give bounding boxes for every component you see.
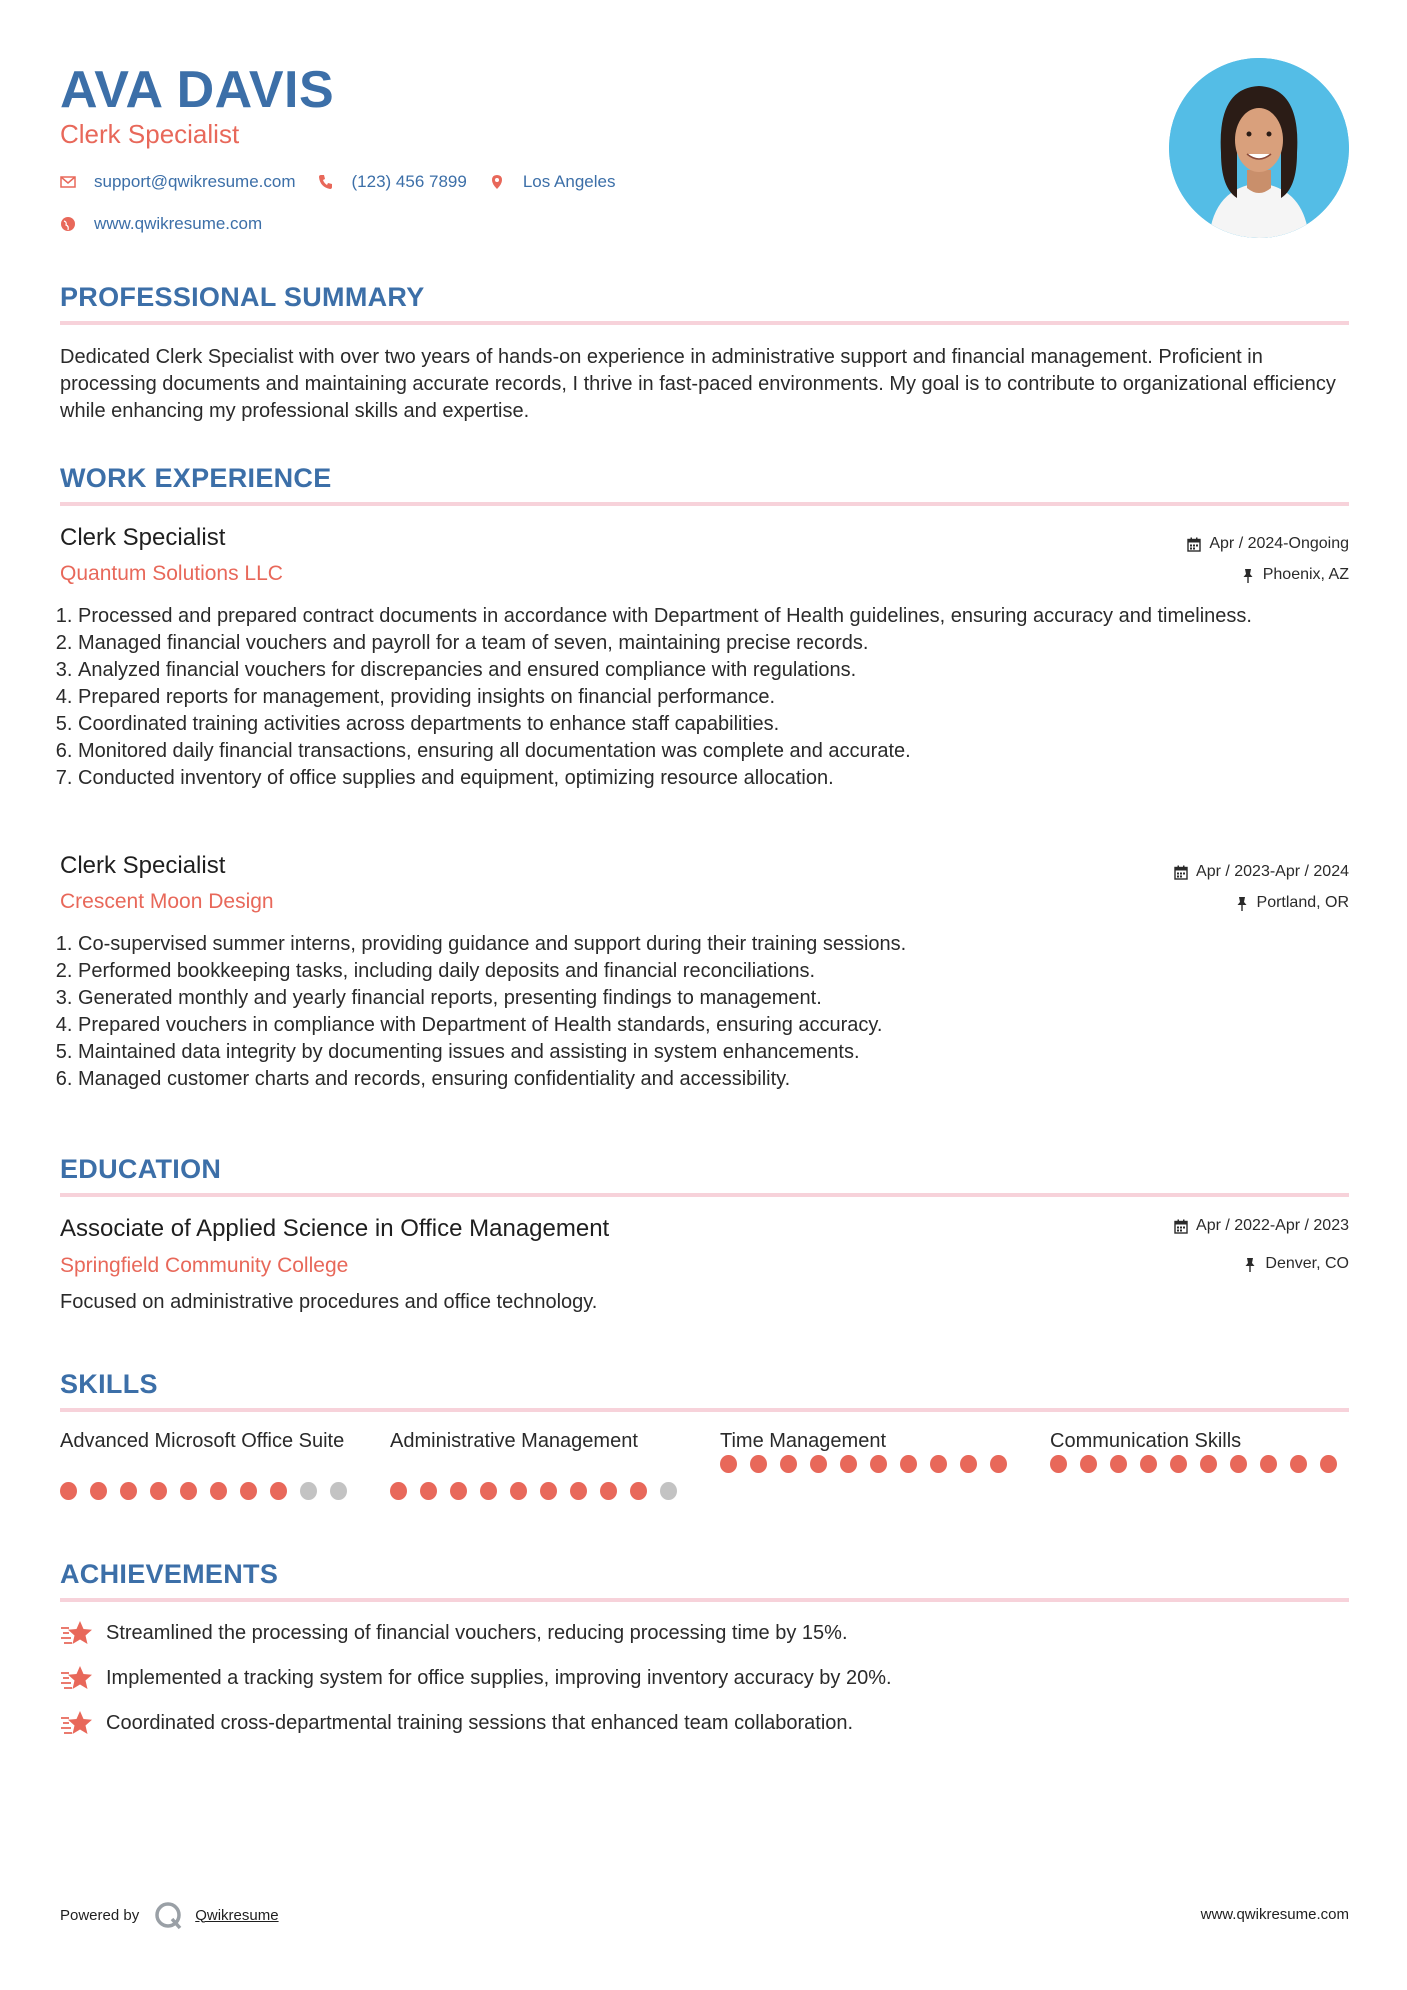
brand-link[interactable]: Qwikresume [195, 1906, 279, 1924]
rating-dot-filled [1230, 1455, 1247, 1473]
experience-heading: WORK EXPERIENCE [60, 463, 332, 493]
skill-name: Administrative Management [390, 1430, 638, 1452]
skill-item [1050, 1428, 1350, 1473]
job-location-text: Portland, OR [1256, 894, 1349, 911]
rating-dot-filled [540, 1482, 557, 1500]
list-item: 6. Managed customer charts and records, ensuring confidentiality and accessibility. [78, 1066, 1367, 1093]
list-item: 1. Co-supervised summer interns, providing guidance and support during their training sessions. [78, 931, 1367, 958]
rating-dot-empty [660, 1482, 677, 1500]
rating-dot-filled [270, 1482, 287, 1500]
email-text: support@qwikresume.com [94, 172, 296, 191]
achievement-item [60, 1618, 848, 1648]
summary-text: Dedicated Clerk Specialist with over two years of hands-on experience in administrative support and financial management. Proficient in processing documents and maintaining accurate records, I thrive in fast-paced environments. My goal is to contribute to organizational efficiency while enhancing my professional skills and expertise. [60, 346, 1336, 422]
candidate-role: Clerk Specialist [60, 119, 240, 149]
powered-by-label: Powered by [60, 1906, 140, 1924]
rating-dot-empty [330, 1482, 347, 1500]
education-location [1243, 1254, 1349, 1274]
rating-dot-filled [1200, 1455, 1217, 1473]
skill-item [390, 1428, 690, 1500]
rating-dot-filled [960, 1455, 977, 1473]
star-award-icon [60, 1663, 94, 1693]
contact-row [60, 172, 637, 192]
job-responsibilities [60, 603, 1367, 792]
rating-dot-filled [240, 1482, 257, 1500]
job-dates-text: Apr / 2024-Ongoing [1209, 535, 1349, 552]
rating-dot-filled [990, 1455, 1007, 1473]
rating-dot-filled [1140, 1455, 1157, 1473]
degree-title: Associate of Applied Science in Office Management [60, 1215, 610, 1242]
website-text: www.qwikresume.com [94, 214, 263, 233]
rating-dot-filled [510, 1482, 527, 1500]
rating-dot-filled [930, 1455, 947, 1473]
rating-dot-filled [900, 1455, 917, 1473]
education-location-text: Denver, CO [1265, 1255, 1349, 1272]
skill-rating [60, 1482, 360, 1500]
summary-heading: PROFESSIONAL SUMMARY [60, 282, 425, 312]
list-item: 7. Conducted inventory of office supplies and equipment, optimizing resource allocation. [78, 765, 1367, 792]
calendar-icon [1174, 1219, 1188, 1234]
section-divider [60, 321, 1349, 325]
footer-powered-by [60, 1900, 279, 1930]
contact-email[interactable] [60, 172, 296, 192]
contact-location [489, 172, 616, 192]
education-description: Focused on administrative procedures and office technology. [60, 1291, 598, 1313]
section-divider [60, 1408, 1349, 1412]
rating-dot-filled [720, 1455, 737, 1473]
star-award-icon [60, 1618, 94, 1648]
achievement-item [60, 1708, 853, 1738]
achievement-text: Streamlined the processing of financial vouchers, reducing processing time by 15%. [106, 1621, 848, 1644]
location-text: Los Angeles [522, 172, 616, 191]
job-location [1241, 565, 1349, 585]
rating-dot-filled [150, 1482, 167, 1500]
rating-dot-filled [840, 1455, 857, 1473]
rating-dot-filled [630, 1482, 647, 1500]
rating-dot-filled [210, 1482, 227, 1500]
rating-dot-filled [1320, 1455, 1337, 1473]
footer-website[interactable]: www.qwikresume.com [1200, 1906, 1349, 1923]
job-company: Quantum Solutions LLC [60, 562, 283, 585]
list-item: 4. Prepared vouchers in compliance with Department of Health standards, ensuring accuracy. [78, 1012, 1367, 1039]
rating-dot-filled [180, 1482, 197, 1500]
rating-dot-filled [480, 1482, 497, 1500]
calendar-icon [1187, 537, 1201, 552]
skill-item [720, 1428, 1020, 1473]
profile-photo [1169, 58, 1349, 238]
qwikresume-logo-icon [153, 1900, 187, 1930]
pushpin-icon [1243, 1257, 1257, 1272]
list-item: 5. Coordinated training activities across departments to enhance staff capabilities. [78, 711, 1367, 738]
rating-dot-filled [1080, 1455, 1097, 1473]
job-location [1235, 893, 1349, 913]
list-item: 5. Maintained data integrity by documenting issues and assisting in system enhancements. [78, 1039, 1367, 1066]
skills-heading: SKILLS [60, 1369, 158, 1399]
job-dates [1174, 862, 1349, 882]
rating-dot-filled [1110, 1455, 1127, 1473]
avatar-image [1169, 58, 1349, 238]
section-divider [60, 1598, 1349, 1602]
education-dates-text: Apr / 2022-Apr / 2023 [1196, 1217, 1349, 1234]
skill-name: Time Management [720, 1430, 886, 1452]
job-dates-text: Apr / 2023-Apr / 2024 [1196, 863, 1349, 880]
education-heading: EDUCATION [60, 1154, 222, 1184]
rating-dot-filled [60, 1482, 77, 1500]
skill-name: Communication Skills [1050, 1430, 1242, 1452]
job-location-text: Phoenix, AZ [1262, 566, 1349, 583]
rating-dot-filled [1290, 1455, 1307, 1473]
achievement-text: Implemented a tracking system for office supplies, improving inventory accuracy by 20%. [106, 1666, 892, 1689]
contact-phone[interactable] [318, 172, 467, 192]
education-dates [1174, 1216, 1349, 1236]
list-item: 3. Generated monthly and yearly financial reports, presenting findings to management. [78, 985, 1367, 1012]
list-item: 2. Managed financial vouchers and payroll for a team of seven, maintaining precise records. [78, 630, 1367, 657]
rating-dot-filled [810, 1455, 827, 1473]
rating-dot-filled [390, 1482, 407, 1500]
contact-row-website [60, 214, 284, 234]
skill-name: Advanced Microsoft Office Suite [60, 1430, 345, 1452]
list-item: 6. Monitored daily financial transactions, ensuring all documentation was complete and accurate. [78, 738, 1367, 765]
rating-dot-filled [1050, 1455, 1067, 1473]
list-item: 4. Prepared reports for management, providing insights on financial performance. [78, 684, 1367, 711]
rating-dot-empty [300, 1482, 317, 1500]
rating-dot-filled [450, 1482, 467, 1500]
globe-icon [60, 216, 76, 232]
calendar-icon [1174, 865, 1188, 880]
list-item: 3. Analyzed financial vouchers for discrepancies and ensured compliance with regulations. [78, 657, 1367, 684]
rating-dot-filled [780, 1455, 797, 1473]
rating-dot-filled [120, 1482, 137, 1500]
achievement-item [60, 1663, 892, 1693]
rating-dot-filled [570, 1482, 587, 1500]
rating-dot-filled [870, 1455, 887, 1473]
list-item: 2. Performed bookkeeping tasks, including daily deposits and financial reconciliations. [78, 958, 1367, 985]
rating-dot-filled [420, 1482, 437, 1500]
rating-dot-filled [1170, 1455, 1187, 1473]
rating-dot-filled [600, 1482, 617, 1500]
list-item: 1. Processed and prepared contract documents in accordance with Department of Health guidelines, ensuring accuracy and timeliness. [78, 603, 1367, 630]
pushpin-icon [1235, 896, 1249, 911]
job-company: Crescent Moon Design [60, 890, 274, 913]
school-name: Springfield Community College [60, 1254, 349, 1277]
job-responsibilities [60, 931, 1367, 1093]
skill-rating [1050, 1455, 1350, 1473]
job-title: Clerk Specialist [60, 852, 226, 879]
contact-website[interactable] [60, 214, 262, 234]
mail-icon [60, 174, 76, 190]
pushpin-icon [1241, 568, 1255, 583]
job-title: Clerk Specialist [60, 524, 226, 551]
rating-dot-filled [1260, 1455, 1277, 1473]
candidate-name: AVA DAVIS [60, 61, 335, 119]
achievement-text: Coordinated cross-departmental training sessions that enhanced team collaboration. [106, 1711, 854, 1734]
skill-rating [720, 1455, 1020, 1473]
star-award-icon [60, 1708, 94, 1738]
skill-rating [390, 1482, 690, 1500]
job-dates [1187, 534, 1349, 554]
map-pin-icon [489, 174, 505, 190]
phone-text: (123) 456 7899 [351, 172, 467, 191]
rating-dot-filled [90, 1482, 107, 1500]
section-divider [60, 502, 1349, 506]
phone-icon [318, 174, 334, 190]
achievements-heading: ACHIEVEMENTS [60, 1559, 279, 1589]
section-divider [60, 1193, 1349, 1197]
skill-item [60, 1428, 360, 1500]
rating-dot-filled [750, 1455, 767, 1473]
